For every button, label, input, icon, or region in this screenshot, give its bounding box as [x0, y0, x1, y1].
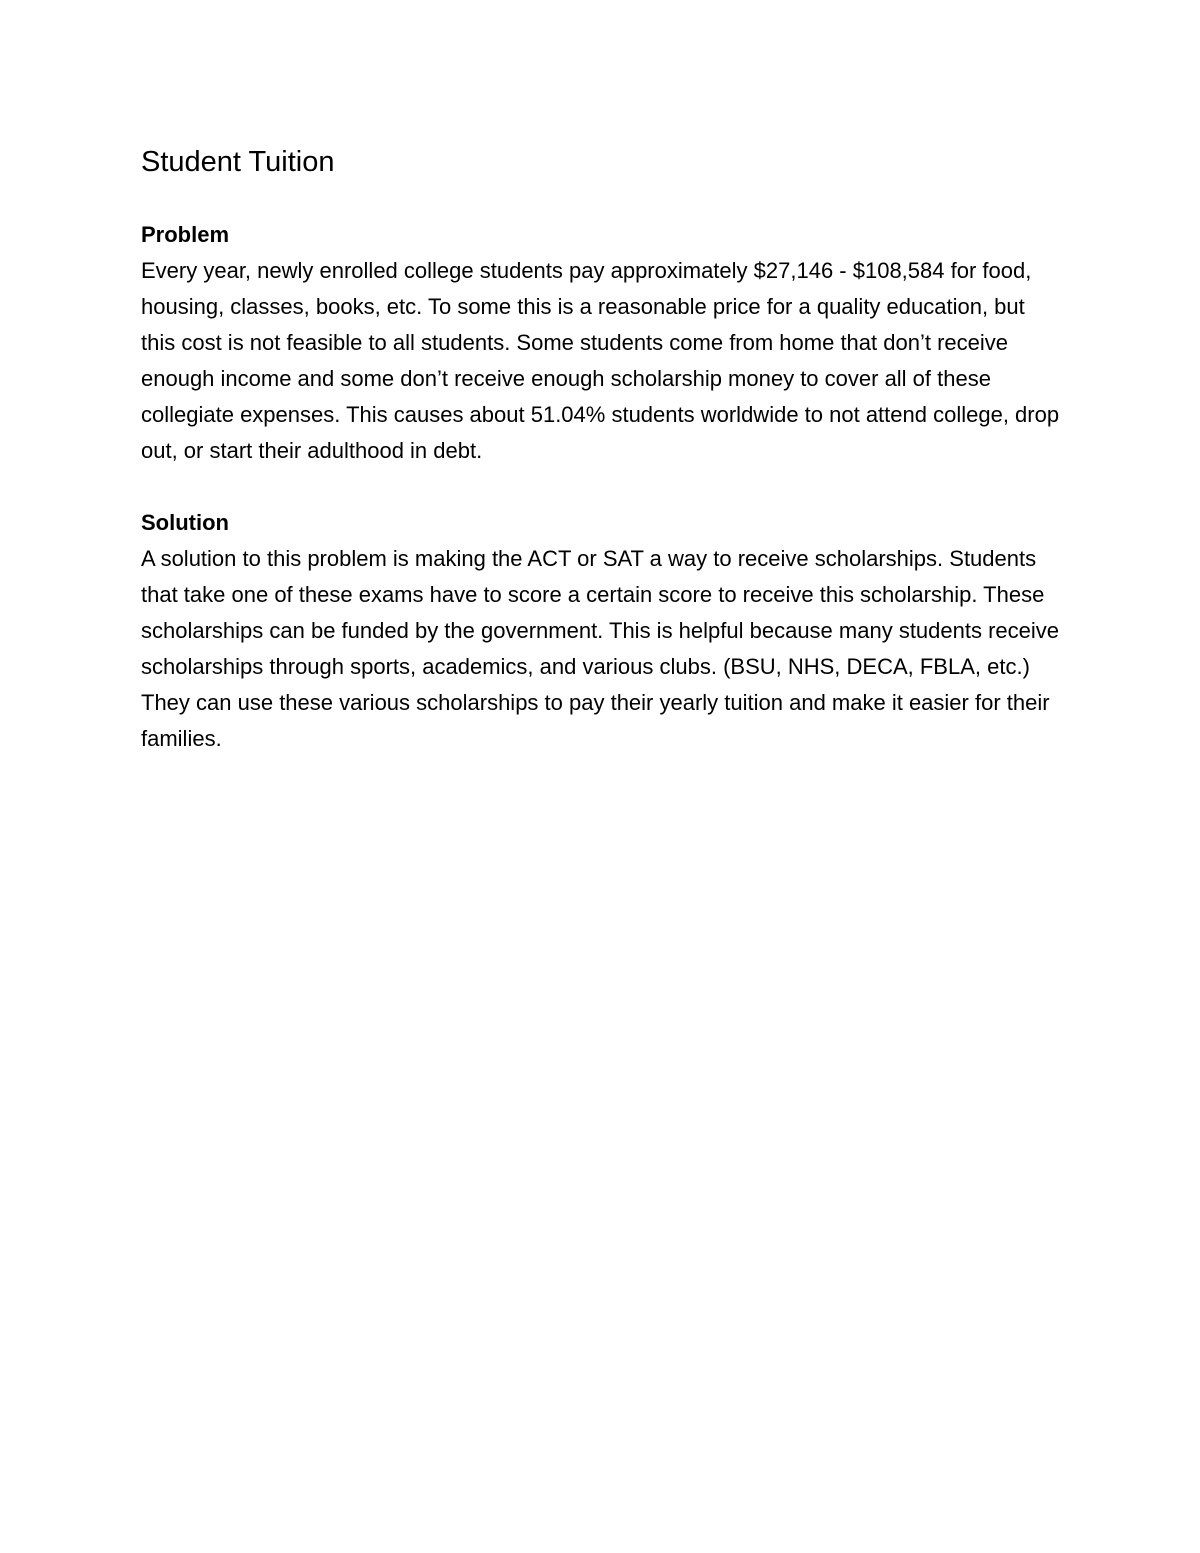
solution-paragraph: A solution to this problem is making the ACT or SAT a way to receive scholarships. Students that take one of these exams have to score a certain score to receive this scholarship. These scholarships can be funded by the government. This is helpful because many students receive scholarships through sports, academics, and various clubs. (BSU, NHS, DECA, FBLA, etc.) They can use these various scholarships to pay their yearly tuition and make it easier for their families.: [141, 546, 1060, 751]
problem-section: [141, 217, 1061, 469]
problem-heading: Problem: [141, 222, 230, 247]
solution-heading: Solution: [141, 510, 229, 535]
solution-section: [141, 505, 1061, 757]
problem-paragraph: Every year, newly enrolled college students pay approximately $27,146 - $108,584 for food, housing, classes, books, etc. To some this is a reasonable price for a quality education, but this cost is not feasible to all students. Some students come from home that don’t receive enough income and some don’t receive enough scholarship money to cover all of these collegiate expenses. This causes about 51.04% students worldwide to not attend college, drop out, or start their adulthood in debt.: [141, 258, 1060, 463]
document-content: [141, 140, 1061, 757]
document-title: Student Tuition: [141, 146, 335, 178]
